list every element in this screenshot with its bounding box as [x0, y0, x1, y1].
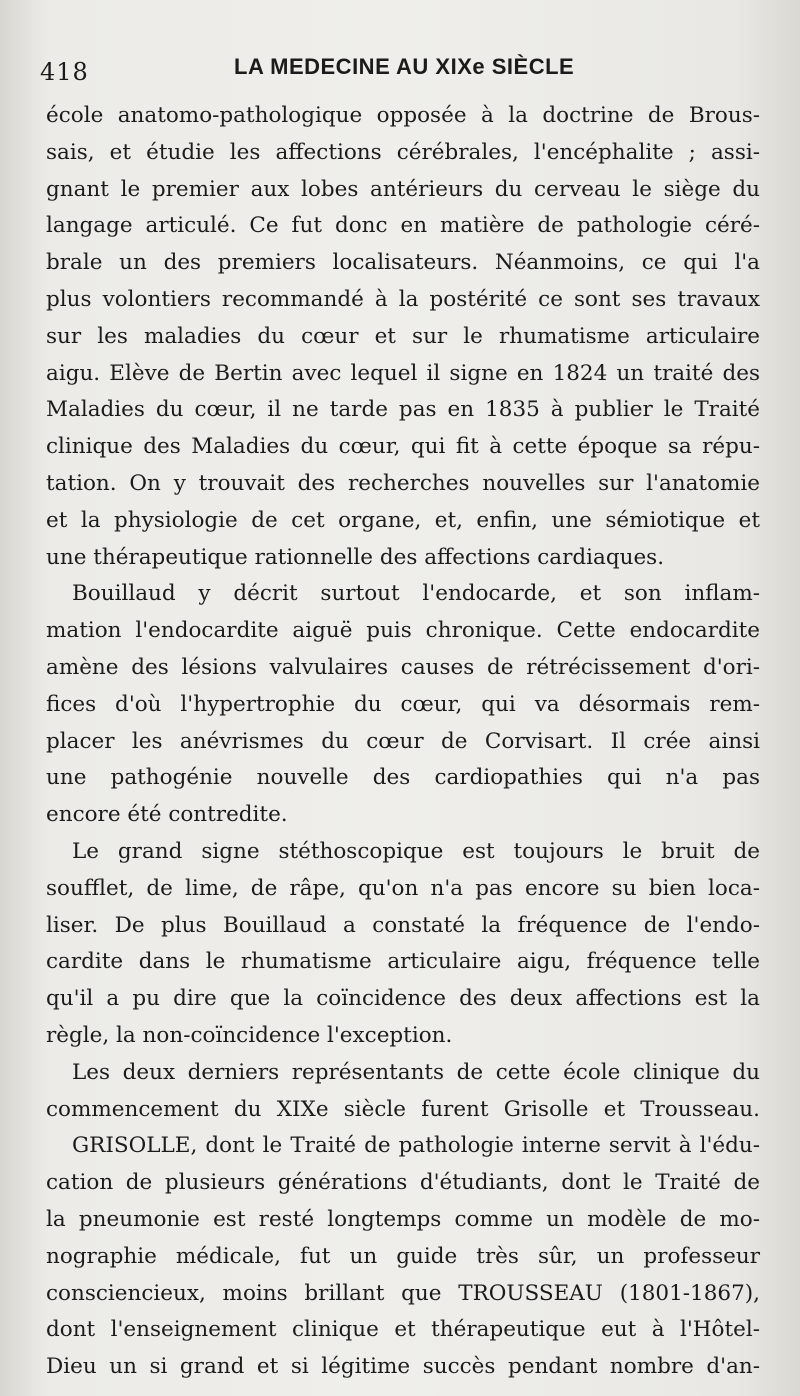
text-line: nographie médicale, fut un guide très sûr, un professeur: [46, 1243, 760, 1269]
text-line: placer les anévrismes du cœur de Corvisart. Il crée ainsi: [46, 728, 760, 754]
text-line: règle, la non-coïncidence l'exception.: [46, 1022, 453, 1048]
text-line: une thérapeutique rationnelle des affections cardiaques.: [46, 544, 665, 570]
text-line: la pneumonie est resté longtemps comme un modèle de mo-: [46, 1206, 760, 1232]
text-line: soufflet, de lime, de râpe, qu'on n'a pas encore su bien loca-: [46, 875, 760, 901]
paragraph: [46, 98, 760, 576]
text-line: Les deux derniers représentants de cette école clinique du: [72, 1059, 760, 1085]
text-line: langage articulé. Ce fut donc en matière de pathologie céré-: [46, 213, 760, 239]
text-line: commencement du XIXe siècle furent Grisolle et Trousseau.: [46, 1096, 760, 1122]
text-line: Bouillaud y décrit surtout l'endocarde, et son inflam-: [72, 581, 760, 607]
running-head: [40, 50, 760, 90]
text-line: liser. De plus Bouillaud a constaté la fréquence de l'endo-: [46, 912, 760, 938]
text-line: sur les maladies du cœur et sur le rhumatisme articulaire: [46, 323, 760, 349]
text-line: aigu. Elève de Bertin avec lequel il signe en 1824 un traité des: [46, 360, 760, 386]
text-line: amène des lésions valvulaires causes de rétrécissement d'ori-: [46, 654, 760, 680]
text-line: sais, et étudie les affections cérébrales, l'encéphalite ; assi-: [46, 139, 760, 165]
paragraph: [46, 576, 760, 834]
text-line: GRISOLLE, dont le Traité de pathologie interne servit à l'édu-: [72, 1133, 760, 1159]
text-line: plus volontiers recommandé à la postérité ce sont ses travaux: [46, 286, 760, 312]
text-line: cation de plusieurs générations d'étudiants, dont le Traité de: [46, 1170, 760, 1196]
text-line: école anatomo-pathologique opposée à la doctrine de Brous-: [46, 103, 760, 128]
text-line: qu'il a pu dire que la coïncidence des deux affections est la: [46, 986, 760, 1012]
text-line: dont l'enseignement clinique et thérapeutique eut à l'Hôtel-: [46, 1317, 760, 1343]
paragraph: [46, 1055, 760, 1129]
text-line: brale un des premiers localisateurs. Néanmoins, ce qui l'a: [46, 250, 760, 276]
text-line: tation. On y trouvait des recherches nouvelles sur l'anatomie: [46, 470, 760, 496]
text-line: gnant le premier aux lobes antérieurs du cerveau le siège du: [46, 176, 760, 202]
text-line: et la physiologie de cet organe, et, enfin, une sémiotique et: [46, 507, 760, 533]
text-line: Maladies du cœur, il ne tarde pas en 1835 à publier le Traité: [46, 397, 760, 423]
text-line: Dieu un si grand et si légitime succès pendant nombre d'an-: [46, 1354, 760, 1380]
body-text: [46, 98, 760, 1386]
paragraph: [46, 1128, 760, 1386]
text-line: encore été contredite.: [46, 802, 288, 828]
text-line: une pathogénie nouvelle des cardiopathies qui n'a pas: [46, 765, 760, 791]
text-line: clinique des Maladies du cœur, qui fit à cette époque sa répu-: [46, 434, 760, 460]
paragraph: [46, 834, 760, 1055]
text-line: consciencieux, moins brillant que TROUSSEAU (1801-1867),: [46, 1280, 760, 1306]
running-title: LA MEDECINE AU XIXe SIÈCLE: [234, 54, 575, 79]
text-line: fices d'où l'hypertrophie du cœur, qui va désormais rem-: [46, 691, 760, 717]
text-line: cardite dans le rhumatisme articulaire aigu, fréquence telle: [46, 949, 760, 975]
text-line: mation l'endocardite aiguë puis chronique. Cette endocardite: [46, 618, 760, 644]
page-number: 418: [40, 58, 89, 86]
text-line: Le grand signe stéthoscopique est toujours le bruit de: [72, 838, 760, 864]
